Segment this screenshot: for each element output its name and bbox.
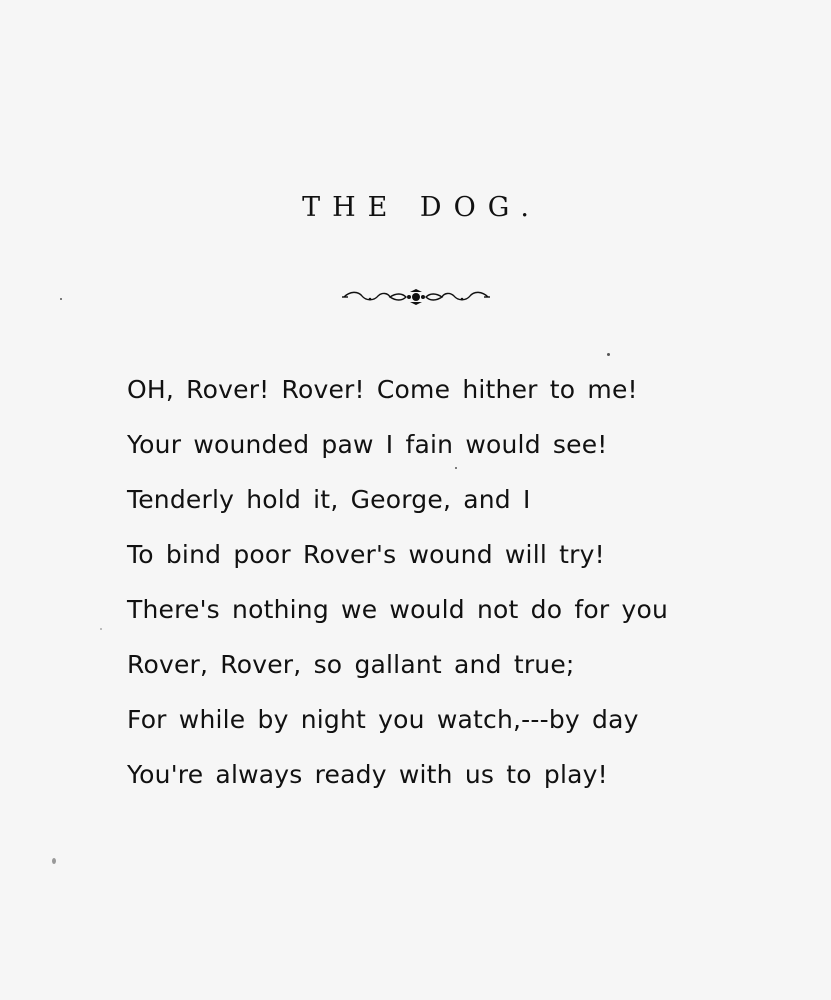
poem-body	[127, 362, 787, 802]
paper-speck	[455, 467, 457, 469]
paper-speck	[607, 353, 610, 356]
paper-speck	[60, 298, 62, 300]
scroll-ornament	[340, 287, 492, 307]
poem-line: Tenderly hold it, George, and I	[127, 485, 531, 514]
paper-speck	[52, 858, 56, 864]
poem-line: For while by night you watch,---by day	[127, 705, 639, 734]
paper-speck	[100, 628, 102, 630]
poem-line: There's nothing we would not do for you	[127, 595, 669, 624]
poem-line: Rover, Rover, so gallant and true;	[127, 650, 575, 679]
poem-line: OH, Rover! Rover! Come hither to me!	[127, 375, 638, 404]
poem-title: THE DOG.	[302, 192, 541, 223]
poem-line: Your wounded paw I fain would see!	[127, 430, 608, 459]
poem-line: You're always ready with us to play!	[127, 760, 608, 789]
poem-line: To bind poor Rover's wound will try!	[127, 540, 605, 569]
